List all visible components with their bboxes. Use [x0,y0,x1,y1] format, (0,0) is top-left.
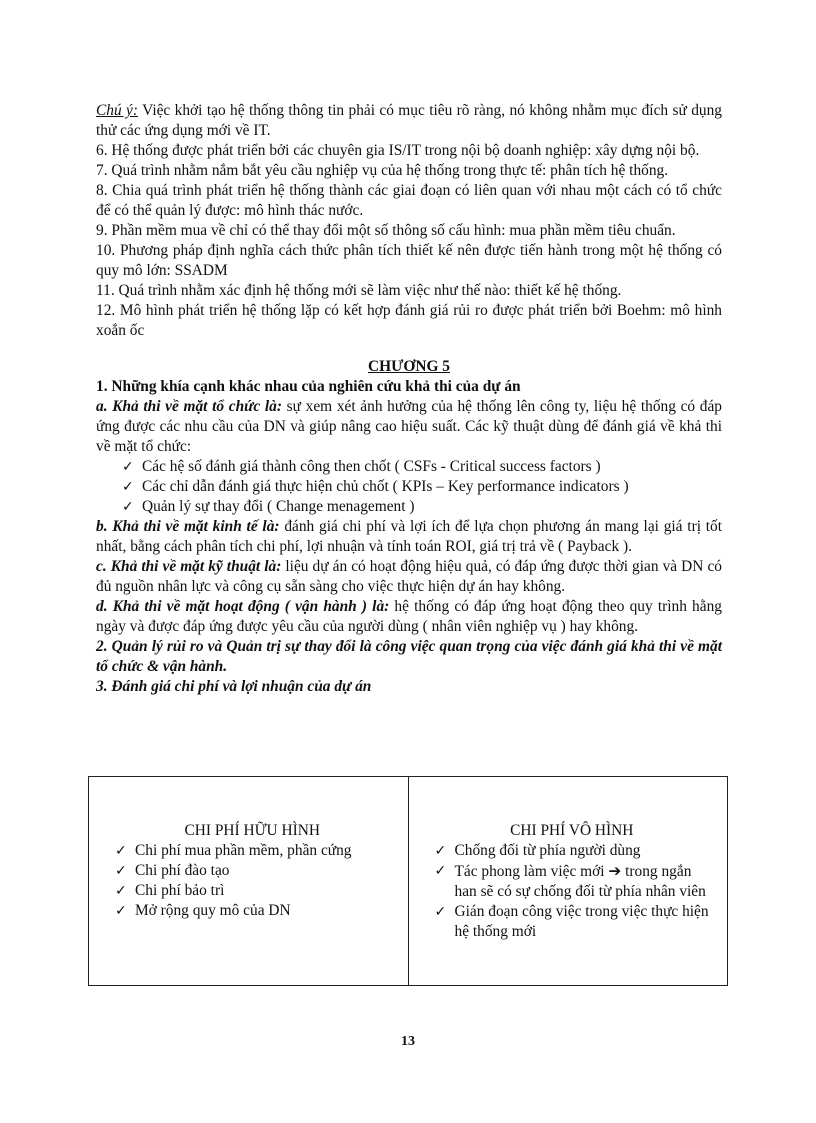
page-number: 13 [401,1034,415,1049]
check-bullet: ✓ Các hệ số đánh giá thành công then chốt ( CSFs - Critical success factors ) [122,457,722,477]
section1-heading: 1. Những khía cạnh khác nhau của nghiên cứu khả thi của dự án [96,378,521,395]
list-item: 6. Hệ thống được phát triển bởi các chuyên gia IS/IT trong nội bộ doanh nghiệp: xây dựng nội bộ. [96,142,700,159]
para-c [96,557,722,597]
check-bullet: ✓ Các chỉ dẫn đánh giá thực hiện chủ chốt ( KPIs – Key performance indicators ) [122,477,722,497]
section3-heading: 3. Đánh giá chi phí và lợi nhuận của dự án [96,678,372,695]
para-a-label: a. Khả thi về mặt tổ chức là: [96,398,282,415]
list-item: 11. Quá trình nhằm xác định hệ thống mới sẽ làm việc như thế nào: thiết kế hệ thống. [96,282,622,299]
tangible-cost-list [109,841,396,921]
para-b [96,517,722,557]
list-item: 12. Mô hình phát triển hệ thống lặp có kết hợp đánh giá rủi ro được phát triển bởi Boehm: mô hình xoắn ốc [96,302,722,339]
check-bullet: ✓ Gián đoạn công việc trong việc thực hiện hệ thống mới [435,902,716,942]
intangible-cost-cell [408,777,728,986]
para-a [96,397,722,457]
list-item: 10. Phương pháp định nghĩa cách thức phân tích thiết kế nên được tiến hành trong một hệ thống có quy mô lớn: SSADM [96,242,722,279]
list-item: 9. Phần mềm mua về chỉ có thể thay đổi một số thông số cấu hình: mua phần mềm tiêu chuẩn. [96,222,676,239]
check-bullet: ✓ Mở rộng quy mô của DN [115,901,396,921]
para-b-text: đánh giá chi phí và lợi ích để lựa chọn phương án mang lại giá trị tốt nhất, bằng cách phân tích chi phí, lợi nhuận và tính toán ROI, giá trị trả về ( Payback ). [96,518,722,555]
para-d-text: hệ thống có đáp ứng hoạt động theo quy trình hằng ngày và được đáp ứng được yêu cầu của người dùng ( nhân viên nghiệp vụ ) hay không. [96,598,722,635]
note-label: Chú ý: [96,102,139,119]
document-body [96,101,722,697]
para-a-text: sự xem xét ảnh hưởng của hệ thống lên công ty, liệu hệ thống có đáp ứng được các nhu cầu của DN và giúp nâng cao hiệu suất. Các kỹ thuật dùng để đánh giá về khả thi về mặt tổ chức: [96,398,722,455]
check-bullet: ✓ Quản lý sự thay đổi ( Change menagement ) [122,497,722,517]
check-bullet [435,861,716,902]
note-text: Việc khởi tạo hệ thống thông tin phải có mục tiêu rõ ràng, nó không nhằm mục đích sử dụng thử các ứng dụng mới về IT. [96,102,722,139]
para-d-label: d. Khả thi về mặt hoạt động ( vận hành ) là: [96,598,390,615]
para-b-label: b. Khả thi về mặt kinh tế là: [96,518,280,535]
para-d [96,597,722,637]
a-bullet-list [96,457,722,517]
check-bullet: ✓ Chi phí mua phần mềm, phần cứng [115,841,396,861]
list-item: 7. Quá trình nhằm nắm bắt yêu cầu nghiệp vụ của hệ thống trong thực tế: phân tích hệ thống. [96,162,669,179]
tangible-cost-cell [89,777,409,986]
check-bullet: ✓ Chi phí bảo trì [115,881,396,901]
intangible-cost-title: CHI PHÍ VÔ HÌNH [510,822,634,839]
list-item: 8. Chia quá trình phát triển hệ thống thành các giai đoạn có liên quan với nhau một cách có tổ chức để có thể quản lý được: mô hình thác nước. [96,182,722,219]
para-c-text: liệu dự án có hoạt động hiệu quả, có đáp ứng được thời gian và DN có đủ nguồn nhân lực và công cụ sẵn sàng cho việc thực hiện dự án hay không. [96,558,723,595]
right-arrow-icon: ➔ [608,862,622,880]
para-c-label: c. Khả thi về mặt kỹ thuật là: [96,558,282,575]
bullet-text: Tác phong làm việc mới [454,863,605,880]
check-bullet: ✓ Chống đối từ phía người dùng [435,841,716,861]
chapter-title: CHƯƠNG 5 [368,358,450,375]
bullet-text-tail: trong ngắn han sẽ có sự chống đối từ phía nhân viên [454,863,706,900]
tangible-cost-title: CHI PHÍ HỮU HÌNH [184,822,320,839]
check-bullet: ✓ Chi phí đào tạo [115,861,396,881]
cost-table [88,776,728,986]
intangible-cost-list [429,841,716,942]
section2-heading: 2. Quản lý rủi ro và Quản trị sự thay đổi là công việc quan trọng của việc đánh giá khả thi về mặt tổ chức & vận hành. [96,638,722,675]
note-paragraph [96,101,722,141]
